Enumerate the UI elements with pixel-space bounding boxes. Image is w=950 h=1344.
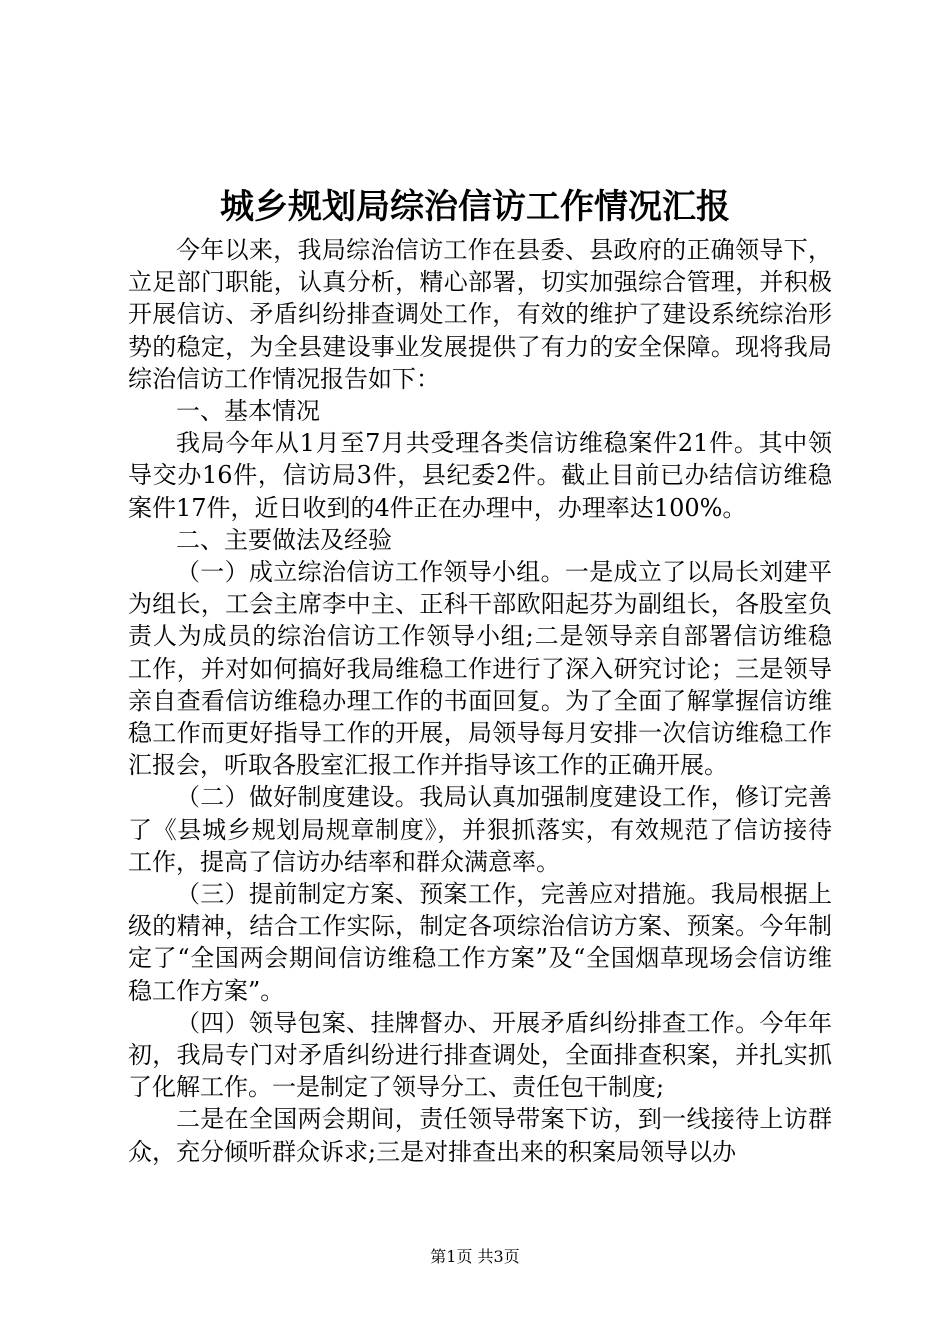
page-number-footer: 第1页 共3页 (430, 1247, 520, 1266)
document-title: 城乡规划局综治信访工作情况汇报 (220, 187, 730, 227)
paragraph-method-2: （二）做好制度建设。我局认真加强制度建设工作，修订完善了《县城乡规划局规章制度》，并狠抓落实，有效规范了信访接待工作，提高了信访办结率和群众满意率。 (128, 783, 832, 876)
section-heading-methods: 二、主要做法及经验 (176, 525, 392, 554)
document-body (128, 234, 832, 1168)
paragraph-basic-situation: 我局今年从1月至7月共受理各类信访维稳案件21件。其中领导交办16件，信访局3件，县纪委2件。截止目前已办结信访维稳案件17件，近日收到的4件正在办理中，办理率达100%。 (128, 429, 832, 522)
paragraph-method-4: （四）领导包案、挂牌督办、开展矛盾纠纷排查工作。今年年初，我局专门对矛盾纠纷进行排查调处，全面排查积案，并扎实抓了化解工作。一是制定了领导分工、责任包干制度; (128, 1008, 832, 1102)
paragraph-method-4-continued: 二是在全国两会期间，责任领导带案下访，到一线接待上访群众，充分倾听群众诉求;三是对排查出来的积案局领导以办 (128, 1105, 832, 1166)
paragraph-intro: 今年以来，我局综治信访工作在县委、县政府的正确领导下，立足部门职能，认真分析，精心部署，切实加强综合管理，并积极开展信访、矛盾纠纷排查调处工作，有效的维护了建设系统综治形势的稳定，为全县建设事业发展提供了有力的安全保障。现将我局综治信访工作情况报告如下： (128, 236, 832, 393)
paragraph-method-3: （三）提前制定方案、预案工作，完善应对措施。我局根据上级的精神，结合工作实际，制定各项综治信访方案、预案。今年制定了“全国两会期间信访维稳工作方案”及“全国烟草现场会信访维稳工作方案”。 (128, 880, 832, 1005)
section-heading-basic: 一、基本情况 (176, 397, 320, 426)
paragraph-method-1: （一）成立综治信访工作领导小组。一是成立了以局长刘建平为组长，工会主席李中主、正科干部欧阳起芬为副组长，各股室负责人为成员的综治信访工作领导小组;二是领导亲自部署信访维稳工作，并对如何搞好我局维稳工作进行了深入研究讨论；三是领导亲自查看信访维稳办理工作的书面回复。为了全面了解掌握信访维稳工作而更好指导工作的开展，局领导每月安排一次信访维稳工作汇报会，听取各股室汇报工作并指导该工作的正确开展。 (128, 558, 832, 780)
